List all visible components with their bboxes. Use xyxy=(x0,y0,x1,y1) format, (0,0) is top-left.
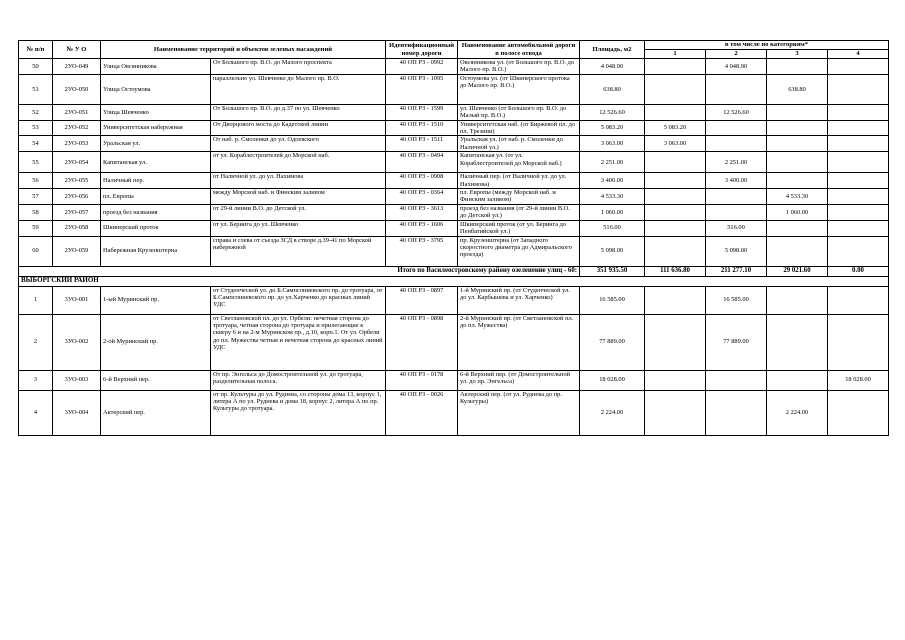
area-value: 5 098.00 xyxy=(580,236,645,266)
table-row xyxy=(19,286,889,314)
object-code: 2УО-049 xyxy=(53,59,101,75)
category-3-value xyxy=(767,104,828,120)
object-name: 1-ый Муринский пр. xyxy=(101,286,211,314)
category-2-value xyxy=(706,189,767,205)
road-id: 40 ОП РЗ - 0494 xyxy=(386,152,458,173)
category-1-value xyxy=(645,74,706,104)
district-row xyxy=(19,276,889,286)
total-category-4: 0.00 xyxy=(828,266,889,276)
category-3-value xyxy=(767,136,828,152)
table-row xyxy=(19,59,889,75)
category-2-value: 2 251.00 xyxy=(706,152,767,173)
category-2-value xyxy=(706,74,767,104)
road-name: проезд без названия (от 29-й линии В.О. до Детской ул.) xyxy=(458,204,580,220)
category-3-value xyxy=(767,370,828,390)
object-name: Набережная Крузенштерна xyxy=(101,236,211,266)
category-3-value xyxy=(767,236,828,266)
category-3-value xyxy=(767,286,828,314)
category-4-value xyxy=(828,204,889,220)
category-1-value xyxy=(645,152,706,173)
area-value: 2 224.00 xyxy=(580,390,645,435)
object-description: от 29-й линии В.О. до Детской ул. xyxy=(211,204,386,220)
object-code: 2УО-051 xyxy=(53,104,101,120)
object-code: 3УО-003 xyxy=(53,370,101,390)
total-row xyxy=(19,266,889,276)
header-cat-4: 4 xyxy=(828,50,889,59)
category-2-value: 4 048.90 xyxy=(706,59,767,75)
category-3-value: 2 224.00 xyxy=(767,390,828,435)
road-id: 40 ОП РЗ - 1606 xyxy=(386,220,458,236)
area-value: 5 083.20 xyxy=(580,120,645,136)
header-cat-3: 3 xyxy=(767,50,828,59)
area-value: 3 063.00 xyxy=(580,136,645,152)
row-number: 52 xyxy=(19,104,53,120)
object-description: от пр. Культуры до ул. Руднева, со стороны дома 13, корпус 1, литера А по ул. Руднева и дома 18, корпус 2, литера А по пр. Культуры до тротуара. xyxy=(211,390,386,435)
road-name: пл. Европы (между Морской наб. и Финским заливом) xyxy=(458,189,580,205)
object-code: 2УО-057 xyxy=(53,204,101,220)
object-name: Капитанская ул. xyxy=(101,152,211,173)
category-2-value: 3 400.00 xyxy=(706,173,767,189)
category-4-value: 18 028.00 xyxy=(828,370,889,390)
category-3-value xyxy=(767,173,828,189)
road-id: 40 ОП РЗ - 0178 xyxy=(386,370,458,390)
header-cat-2: 2 xyxy=(706,50,767,59)
road-id: 40 ОП РЗ - 1095 xyxy=(386,74,458,104)
category-4-value xyxy=(828,390,889,435)
total-label: Итого по Василеостровскому району озеленение улиц - 60: xyxy=(19,266,580,276)
district-heading: ВЫБОРГСКИЙ РАЙОН xyxy=(19,276,889,286)
area-value: 516.00 xyxy=(580,220,645,236)
area-value: 638.80 xyxy=(580,74,645,104)
category-1-value xyxy=(645,236,706,266)
table-row xyxy=(19,173,889,189)
road-id: 40 ОП РЗ - 1599 xyxy=(386,104,458,120)
object-code: 3УО-001 xyxy=(53,286,101,314)
object-code: 2УО-055 xyxy=(53,173,101,189)
row-number: 4 xyxy=(19,390,53,435)
category-4-value xyxy=(828,220,889,236)
category-1-value: 3 063.00 xyxy=(645,136,706,152)
category-1-value xyxy=(645,370,706,390)
category-2-value: 16 585.00 xyxy=(706,286,767,314)
object-description: От Дворцового моста до Кадетской линии xyxy=(211,120,386,136)
category-4-value xyxy=(828,74,889,104)
area-value: 77 889.00 xyxy=(580,314,645,370)
category-1-value xyxy=(645,314,706,370)
category-1-value xyxy=(645,204,706,220)
road-name: Университетская наб. (от Биржевой пл. до пл. Трезини) xyxy=(458,120,580,136)
category-3-value xyxy=(767,314,828,370)
category-4-value xyxy=(828,104,889,120)
table-row xyxy=(19,136,889,152)
table-row xyxy=(19,220,889,236)
road-id: 40 ОП РЗ - 1511 xyxy=(386,136,458,152)
category-1-value xyxy=(645,390,706,435)
header-cat-1: 1 xyxy=(645,50,706,59)
object-code: 2УО-053 xyxy=(53,136,101,152)
road-id: 40 ОП РЗ - 0898 xyxy=(386,314,458,370)
road-name: Актерский пер. (от ул. Руднева до пр. Культуры) xyxy=(458,390,580,435)
category-2-value xyxy=(706,390,767,435)
object-name: Наличный пер. xyxy=(101,173,211,189)
road-name: 6-й Верхний пер. (от Домостроительной ул. до пр. Энгельса) xyxy=(458,370,580,390)
category-1-value: 5 083.20 xyxy=(645,120,706,136)
area-value: 18 028.00 xyxy=(580,370,645,390)
category-4-value xyxy=(828,236,889,266)
road-id: 40 ОП РЗ - 0897 xyxy=(386,286,458,314)
header-road: Наименование автомобильной дороги в полосе отвода xyxy=(458,41,580,59)
object-description: между Морской наб. и Финским заливом xyxy=(211,189,386,205)
table-row xyxy=(19,390,889,435)
row-number: 50 xyxy=(19,59,53,75)
category-2-value: 516.00 xyxy=(706,220,767,236)
table-row xyxy=(19,74,889,104)
object-code: 3УО-002 xyxy=(53,314,101,370)
object-description: От наб. р. Смоленки до ул. Одоевского xyxy=(211,136,386,152)
table-row xyxy=(19,314,889,370)
category-2-value xyxy=(706,120,767,136)
object-description: справа и слева от съезда ЗСД в створе д.39-41 по Морской набережной xyxy=(211,236,386,266)
road-id: 40 ОП РЗ - 3795 xyxy=(386,236,458,266)
category-4-value xyxy=(828,59,889,75)
category-1-value xyxy=(645,189,706,205)
road-id: 40 ОП РЗ - 0992 xyxy=(386,59,458,75)
category-3-value xyxy=(767,152,828,173)
header-area: Площадь, м2 xyxy=(580,41,645,59)
object-name: Уральская ул. xyxy=(101,136,211,152)
category-1-value xyxy=(645,173,706,189)
row-number: 59 xyxy=(19,220,53,236)
area-value: 4 533.30 xyxy=(580,189,645,205)
object-description: от Светлановской пл. до ул. Орбели: нечетная сторона до тротуара, четная сторона до тротуара и прилегающие к скверу 6 и на 2-м Муринском пр., д.10, корп.1. От ул. Орбели до пл. Мужества четная и нечетная сторона до красных линий УДС xyxy=(211,314,386,370)
row-number: 3 xyxy=(19,370,53,390)
total-category-3: 29 021.60 xyxy=(767,266,828,276)
table-row xyxy=(19,370,889,390)
object-description: От Большого пр. В.О. до д.37 по ул. Шевченко xyxy=(211,104,386,120)
row-number: 53 xyxy=(19,120,53,136)
category-3-value: 638.80 xyxy=(767,74,828,104)
row-number: 57 xyxy=(19,189,53,205)
object-description: параллельно ул. Шевченко до Малого пр. В.О. xyxy=(211,74,386,104)
object-name: проезд без названия xyxy=(101,204,211,220)
table-row xyxy=(19,152,889,173)
object-description: от ул. Кораблестроителей до Морской наб. xyxy=(211,152,386,173)
object-name: Улица Остоумова xyxy=(101,74,211,104)
object-description: От пр. Энгельса до Домостроительной ул. до тротуара, разделительная полоса. xyxy=(211,370,386,390)
object-name: 6-й Верхний пер. xyxy=(101,370,211,390)
table-row xyxy=(19,204,889,220)
row-number: 54 xyxy=(19,136,53,152)
road-name: Овсянникова ул. (от Большого пр. В.О. до Малого пр. В.О.) xyxy=(458,59,580,75)
row-number: 55 xyxy=(19,152,53,173)
road-name: 1-й Муринский пр. (от Студенческой ул. до ул. Карбышева и ул. Харченко) xyxy=(458,286,580,314)
row-number: 60 xyxy=(19,236,53,266)
object-name: Шкиперский проток xyxy=(101,220,211,236)
object-name: пл. Европы xyxy=(101,189,211,205)
category-4-value xyxy=(828,136,889,152)
category-3-value: 4 533.30 xyxy=(767,189,828,205)
road-id: 40 ОП РЗ - 0364 xyxy=(386,189,458,205)
row-number: 58 xyxy=(19,204,53,220)
road-name: пр. Крузенштерна (от Западного скоростного диаметра до Адмиральского проезда) xyxy=(458,236,580,266)
category-2-value: 77 889.00 xyxy=(706,314,767,370)
object-description: От Большого пр. В.О. до Малого проспекта xyxy=(211,59,386,75)
category-4-value xyxy=(828,286,889,314)
category-4-value xyxy=(828,314,889,370)
category-3-value: 1 060.00 xyxy=(767,204,828,220)
document-page xyxy=(18,40,889,436)
object-name: 2-ой Муринский пр. xyxy=(101,314,211,370)
area-value: 16 585.00 xyxy=(580,286,645,314)
road-id: 40 ОП РЗ - 0026 xyxy=(386,390,458,435)
table-row xyxy=(19,104,889,120)
category-3-value xyxy=(767,220,828,236)
category-2-value: 5 098.00 xyxy=(706,236,767,266)
category-2-value xyxy=(706,204,767,220)
object-description: от Студенческой ул. до Б.Сампсониевского пр. до тротуара, от Б.Сампсониевского пр. до ул.Харченко до красных линий УДС xyxy=(211,286,386,314)
category-1-value xyxy=(645,104,706,120)
object-code: 3УО-004 xyxy=(53,390,101,435)
area-value: 4 048.90 xyxy=(580,59,645,75)
table-row xyxy=(19,189,889,205)
object-name: Университетская набережная xyxy=(101,120,211,136)
road-id: 40 ОП РЗ - 0908 xyxy=(386,173,458,189)
header-num: № п/п xyxy=(19,41,53,59)
road-name: Остоумова ул. (от Шкиперского протока до Малого пр. В.О.) xyxy=(458,74,580,104)
object-code: 2УО-054 xyxy=(53,152,101,173)
row-number: 56 xyxy=(19,173,53,189)
object-description: от Наличной ул. до ул. Нахимова xyxy=(211,173,386,189)
header-yo: № У О xyxy=(53,41,101,59)
road-name: Уральская ул. (от наб. р. Смоленки до Наличной ул.) xyxy=(458,136,580,152)
row-number: 51 xyxy=(19,74,53,104)
road-id: 40 ОП РЗ - 3613 xyxy=(386,204,458,220)
road-id: 40 ОП РЗ - 1510 xyxy=(386,120,458,136)
table-row xyxy=(19,236,889,266)
category-4-value xyxy=(828,173,889,189)
object-description: от ул. Беринга до ул. Шевченко xyxy=(211,220,386,236)
header-name: Наименование территорий и объектов зеленых насаждений xyxy=(101,41,386,59)
object-code: 2УО-056 xyxy=(53,189,101,205)
area-value: 3 400.00 xyxy=(580,173,645,189)
category-1-value xyxy=(645,220,706,236)
category-4-value xyxy=(828,120,889,136)
object-name: Улица Шевченко xyxy=(101,104,211,120)
row-number: 1 xyxy=(19,286,53,314)
object-code: 2УО-050 xyxy=(53,74,101,104)
category-2-value xyxy=(706,370,767,390)
road-name: Капитанская ул. (от ул. Кораблестроителей до Морской наб.) xyxy=(458,152,580,173)
total-area: 351 935.50 xyxy=(580,266,645,276)
total-category-2: 211 277.10 xyxy=(706,266,767,276)
object-code: 2УО-059 xyxy=(53,236,101,266)
category-2-value xyxy=(706,136,767,152)
category-3-value xyxy=(767,120,828,136)
object-name: Улица Овсянникова xyxy=(101,59,211,75)
road-name: Шкиперский проток (от ул. Беринга до Пенбатийской ул.) xyxy=(458,220,580,236)
category-4-value xyxy=(828,189,889,205)
area-value: 12 526.60 xyxy=(580,104,645,120)
table-row xyxy=(19,120,889,136)
category-1-value xyxy=(645,59,706,75)
row-number: 2 xyxy=(19,314,53,370)
category-4-value xyxy=(828,152,889,173)
header-ident: Идентификационный номер дороги xyxy=(386,41,458,59)
road-name: 2-й Муринский пр. (от Светлановской пл. до пл. Мужества) xyxy=(458,314,580,370)
total-category-1: 111 636.80 xyxy=(645,266,706,276)
road-name: ул. Шевченко (от Большого пр. В.О. до Малый пр. В.О.) xyxy=(458,104,580,120)
object-code: 2УО-058 xyxy=(53,220,101,236)
header-categories: в том числе по категориям* xyxy=(645,41,889,50)
object-name: Актерский пер. xyxy=(101,390,211,435)
green-spaces-table xyxy=(18,40,889,436)
area-value: 1 060.00 xyxy=(580,204,645,220)
object-code: 2УО-052 xyxy=(53,120,101,136)
category-1-value xyxy=(645,286,706,314)
area-value: 2 251.00 xyxy=(580,152,645,173)
road-name: Наличный пер. (от Наличной ул. до ул. Нахимова) xyxy=(458,173,580,189)
category-2-value: 12 526.60 xyxy=(706,104,767,120)
category-3-value xyxy=(767,59,828,75)
